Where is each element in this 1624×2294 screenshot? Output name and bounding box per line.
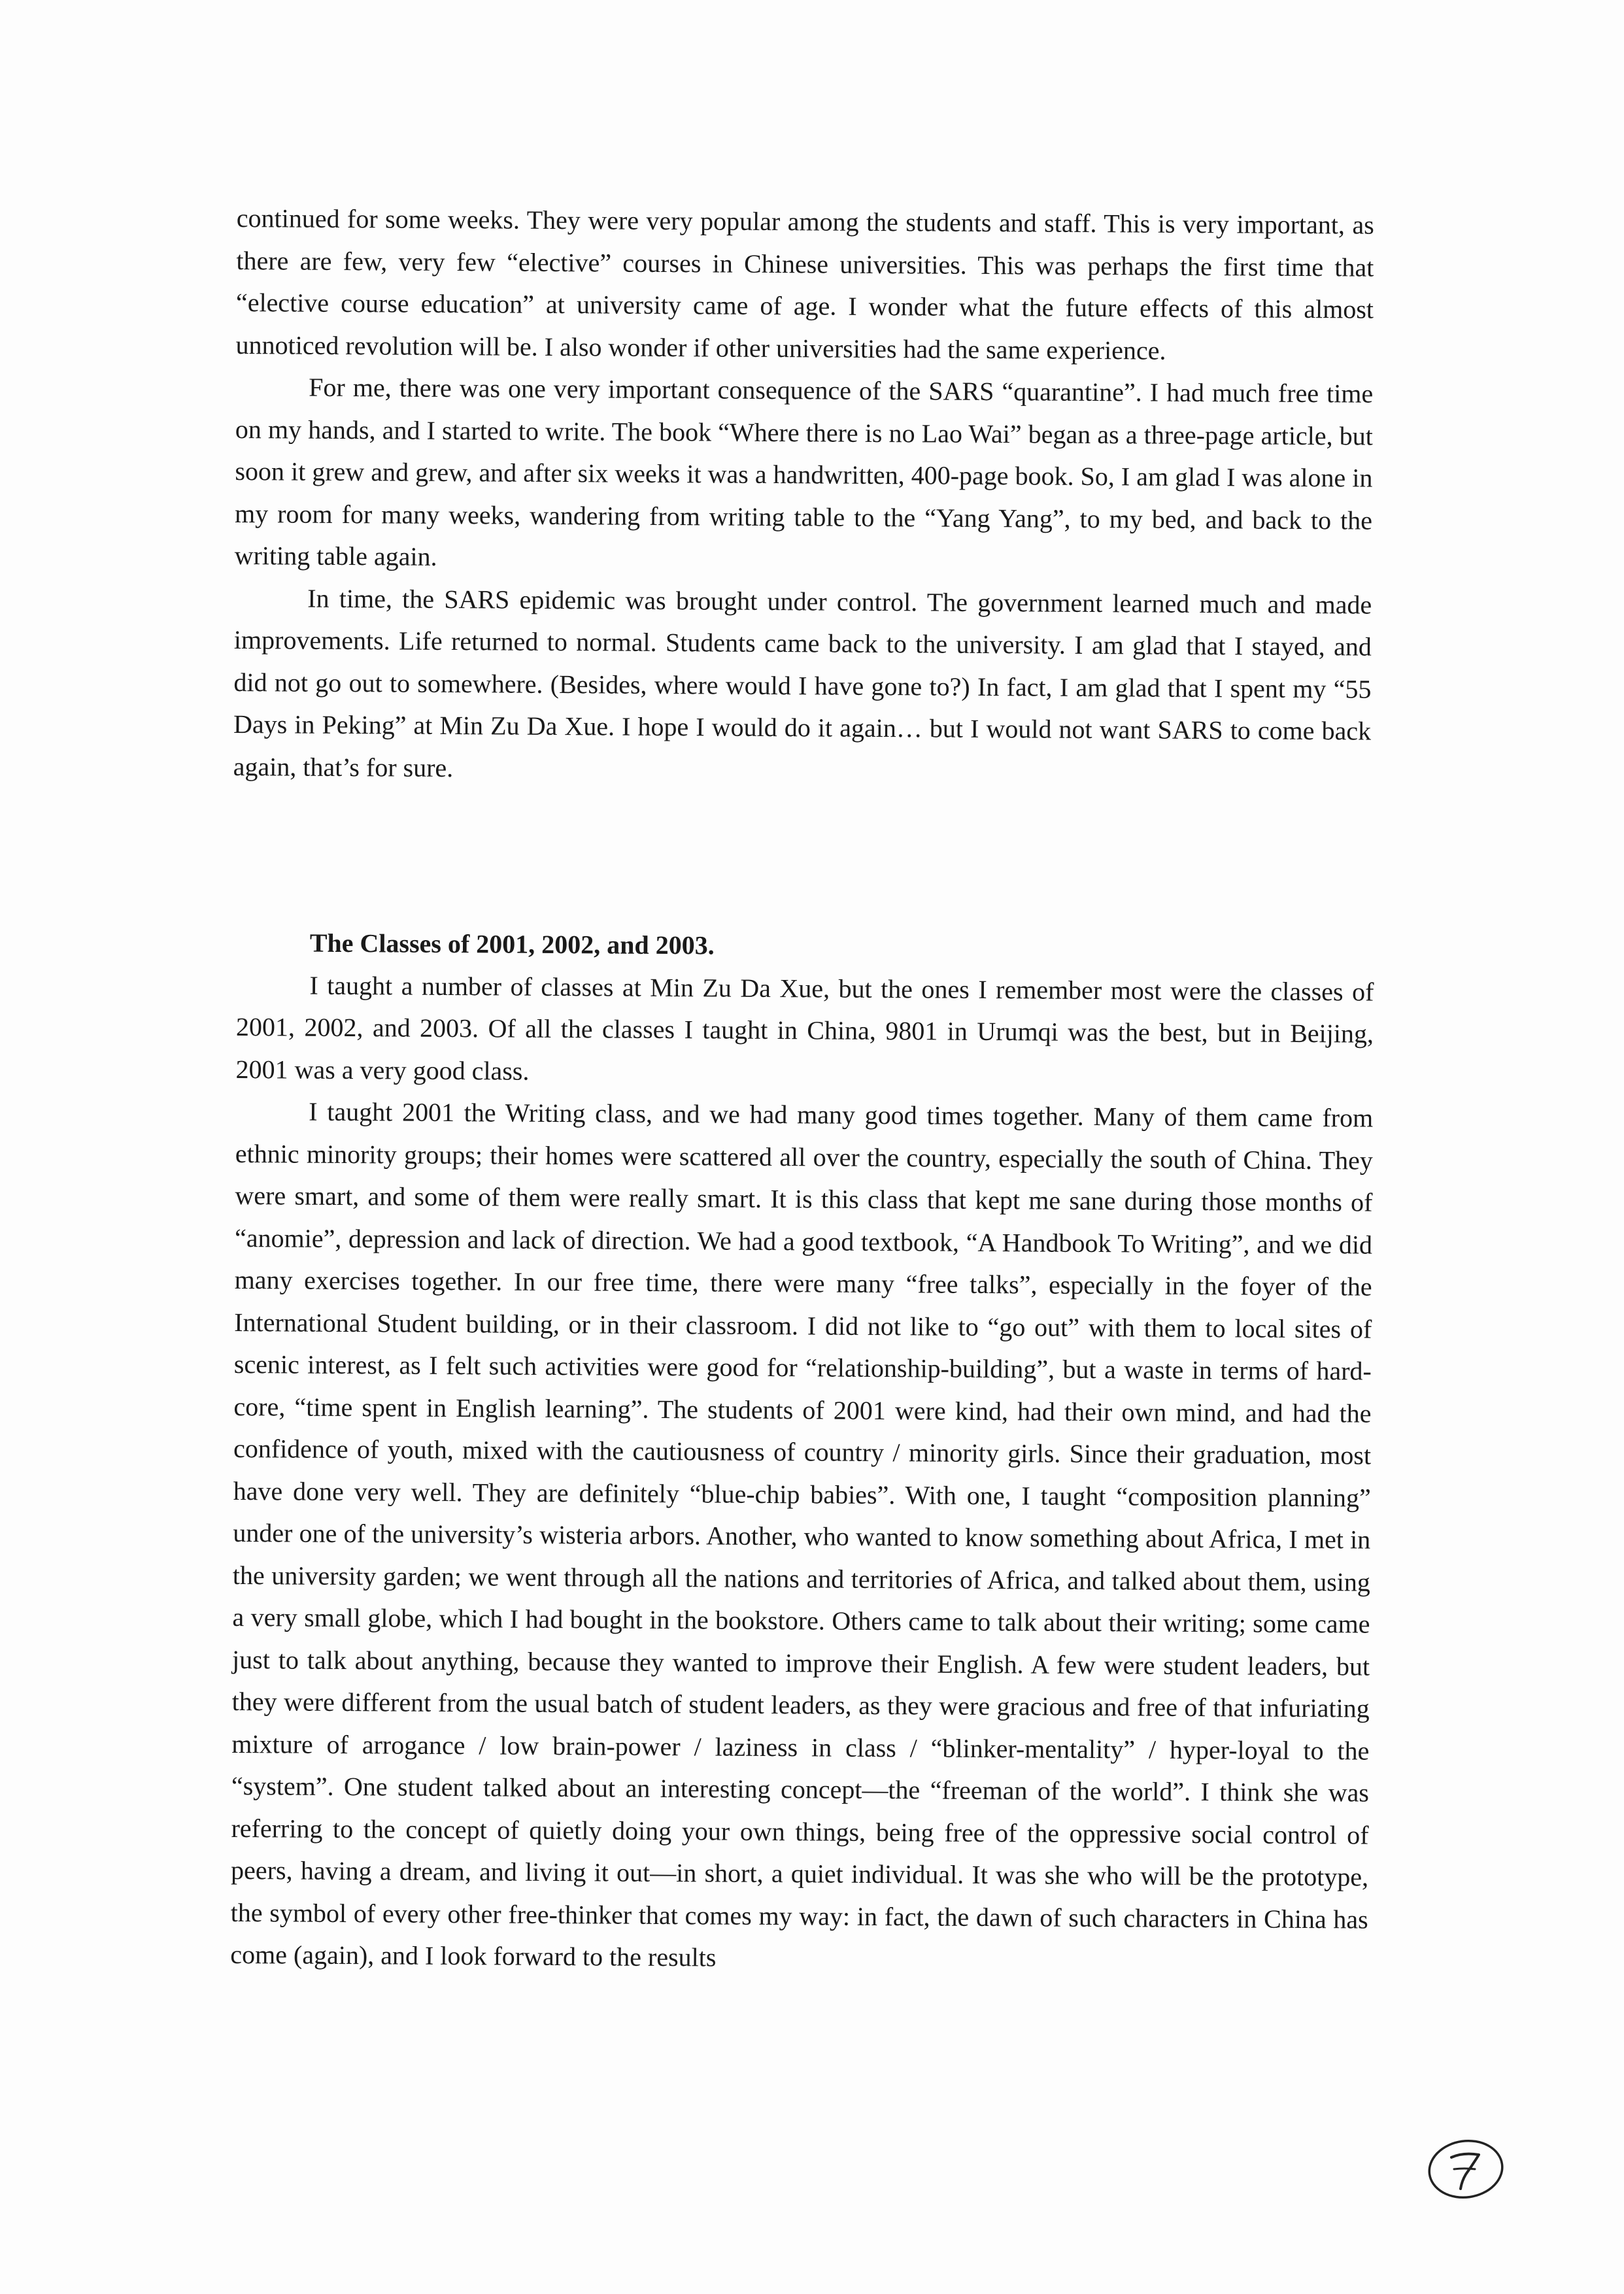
paragraph-class-2001: I taught 2001 the Writing class, and we had many good times together. Many of them came from ethnic minority groups; their homes were scattered all over the country, especially the south of China. They were smart, and some of them were really smart. It is this class that kept me sane during those months of “anomie”, depression and lack of direction. We had a good textbook, “A Handbook To Writing”, and we did many exercises together. In our free time, there were many “free talks”, especially in the foyer of the International Student building, or in their classroom. I did not like to “go out” with them to local sites of scenic interest, as I felt such activities were good for “relationship-building”, but a waste in terms of hard-core, “time spent in English learning”. The students of 2001 were kind, had their own mind, and had the confidence of youth, mixed with the cautiousness of country / minority girls. Since their graduation, most have done very well. They are definitely “blue-chip babies”. With one, I taught “composition planning” under one of the university’s wisteria arbors. Another, who wanted to know something about Africa, I met in the university garden; we went through all the nations and territories of Africa, and talked about them, using a very small globe, which I had bought in the bookstore. Others came to talk about their writing; some came just to talk about anything, because they wanted to improve their English. A few were student leaders, but they were different from the usual batch of student leaders, as they were gracious and free of that infuriating mixture of arrogance / low brain-power / laziness in class / “blinker-mentality” / hyper-loyal to the “system”. One student talked about an interesting concept—the “freeman of the world”. I think she was referring to the concept of quietly doing your own things, being free of the oppressive social control of peers, having a dream, and living it out—in short, a quiet individual. It was she who will be the prototype, the symbol of every other free-thinker that comes my way: in fact, the dawn of such characters in China has come (again), and I look forward to the results [230,1096,1374,1972]
paragraph-sars-controlled: In time, the SARS epidemic was brought under control. The government learned much and made improvements. Life returned to normal. Students came back to the university. I am glad that I stayed, and did not go out to somewhere. (Besides, where would I have gone to?) In fact, I am glad that I spent my “55 Days in Peking” at Min Zu Da Xue. I hope I would do it again… but I would not want SARS to come back again, that’s for sure. [233,583,1372,783]
text-block-bottom [230,922,1374,1983]
handwritten-page-number [1425,2136,1510,2202]
paragraph-classes-intro: I taught a number of classes at Min Zu Da Xue, but the ones I remember most were the classes of 2001, 2002, and 2003. Of all the classes I taught in China, 9801 in Urumqi was the best, but in Beijing, 2001 was a very good class. [235,970,1374,1086]
section-heading: The Classes of 2001, 2002, and 2003. [309,928,715,960]
paragraph-sars-quarantine: For me, there was one very important consequence of the SARS “quarantine”. I had much free time on my hands, and I started to write. The book “Where there is no Lao Wai” began as a three-page article, but soon it grew and grew, and after six weeks it was a handwritten, 400-page book. So, I am glad I was alone in my room for many weeks, wandering from writing table to the “Yang Yang”, to my bed, and back to the writing table again. [234,372,1374,571]
paragraph-continued: continued for some weeks. They were very popular among the students and staff. This is very important, as there are few, very few “elective” courses in Chinese universities. This was perhaps the first time that “elective course education” at university came of age. I wonder what the future effects of this almost unnoticed revolution will be. I also wonder if other universities had the same experience. [235,203,1374,365]
page-number-glyph [1451,2154,1479,2189]
text-block-top [233,197,1374,795]
